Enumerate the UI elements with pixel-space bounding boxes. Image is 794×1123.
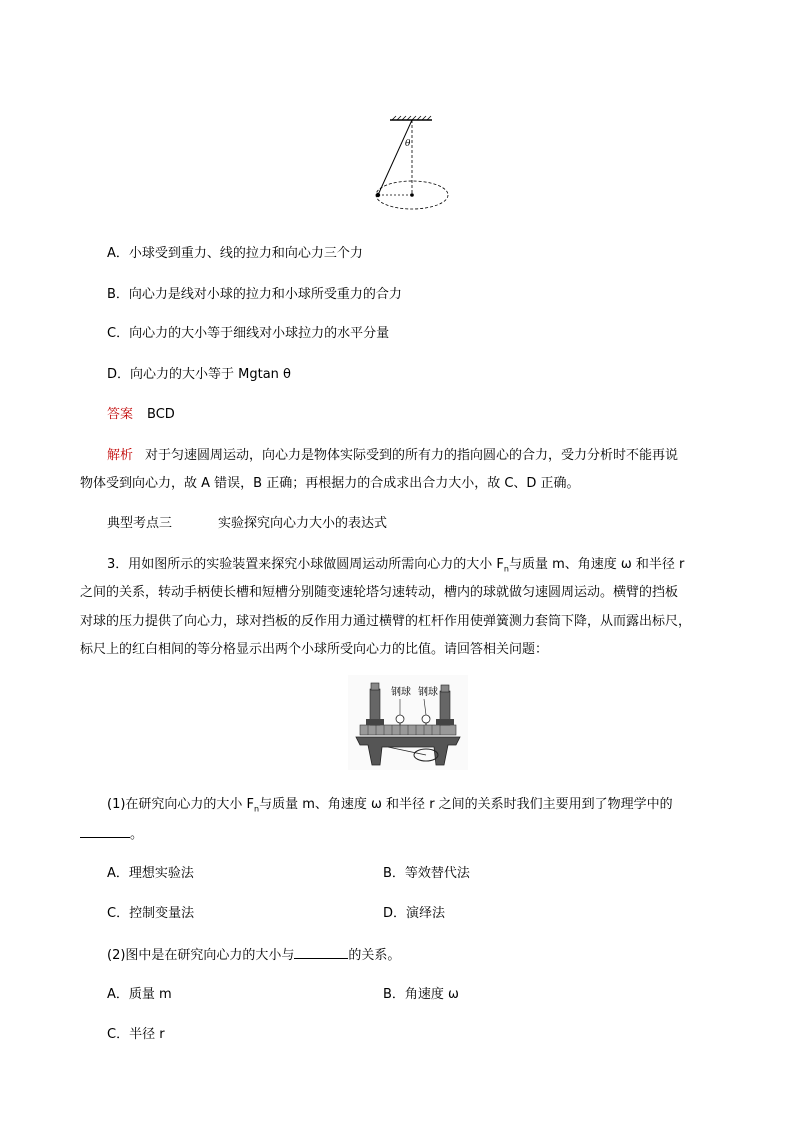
answer-row <box>107 406 175 424</box>
sub1-subscript: n <box>254 804 260 814</box>
sub2-option-a: A．质量 m <box>107 987 172 1002</box>
answer-value: BCD <box>147 407 175 422</box>
section-subtitle: 实验探究向心力大小的表达式 <box>218 516 388 531</box>
sub1-option-a: A．理想实验法 <box>107 866 194 881</box>
q3-line-3: 对球的压力提供了向心力，球对挡板的反作用力通过横臂的杠杆作用使弹簧测力套筒下降，从而露出标尺， <box>80 614 692 629</box>
analysis-line-1 <box>107 447 678 465</box>
sub2-option-b: B．角速度 ω <box>383 987 459 1002</box>
conical-pendulum-figure <box>368 115 458 220</box>
q3-line-4: 标尺上的红白相间的等分格显示出两个小球所受向心力的比值。请回答相关问题： <box>80 642 549 657</box>
option-d: D．向心力的大小等于 Mgtan θ <box>107 367 291 382</box>
q3-line-1 <box>107 556 684 579</box>
ball-label-right: 钢球 <box>418 687 438 698</box>
sub1-line-2 <box>80 825 143 844</box>
section-heading <box>107 515 387 533</box>
centripetal-force-apparatus-figure <box>348 675 468 770</box>
q3-subscript: n <box>503 564 509 574</box>
analysis-label: 解析 <box>107 448 134 463</box>
option-c: C．向心力的大小等于细线对小球拉力的水平分量 <box>107 326 390 341</box>
q3-line-2: 之间的关系，转动手柄使长槽和短槽分别随变速轮塔匀速转动，槽内的球就做匀速圆周运动。横臂的挡板 <box>80 585 679 600</box>
answer-blank-2[interactable] <box>294 946 348 959</box>
q3-text-1a: 3．用如图所示的实验装置来探究小球做圆周运动所需向心力的大小 F <box>107 557 504 572</box>
angle-label: θ <box>405 139 411 149</box>
sub2-text-a: (2)图中是在研究向心力的大小与 <box>107 948 295 963</box>
analysis-line-2: 物体受到向心力，故 A 错误，B 正确；再根据力的合成求出合力大小，故 C、D 正确。 <box>80 476 580 491</box>
sub1-text-a: (1)在研究向心力的大小 F <box>107 797 255 812</box>
sub1-option-b: B．等效替代法 <box>383 866 470 881</box>
sub2-text-b: 的关系。 <box>348 948 401 963</box>
answer-blank[interactable] <box>80 825 130 838</box>
section-title: 典型考点三 <box>107 516 173 531</box>
sub1-option-d: D．演绎法 <box>383 906 446 921</box>
option-a: A．小球受到重力、线的拉力和向心力三个力 <box>107 246 363 261</box>
answer-label: 答案 <box>107 407 134 422</box>
q3-text-1b: 与质量 m、角速度 ω 和半径 r <box>508 557 685 572</box>
sub2-option-c: C．半径 r <box>107 1027 165 1042</box>
sub1-option-c: C．控制变量法 <box>107 906 195 921</box>
ball-label-left: 钢球 <box>391 687 411 698</box>
analysis-text-1: 对于匀速圆周运动，向心力是物体实际受到的所有力的指向圆心的合力，受力分析时不能再说 <box>145 448 679 463</box>
sub1-end: 。 <box>130 827 144 842</box>
sub2-line <box>107 946 400 965</box>
sub1-line-1 <box>107 796 673 819</box>
option-b: B．向心力是线对小球的拉力和小球所受重力的合力 <box>107 287 402 302</box>
sub1-text-b: 与质量 m、角速度 ω 和半径 r 之间的关系时我们主要用到了物理学中的 <box>259 797 673 812</box>
